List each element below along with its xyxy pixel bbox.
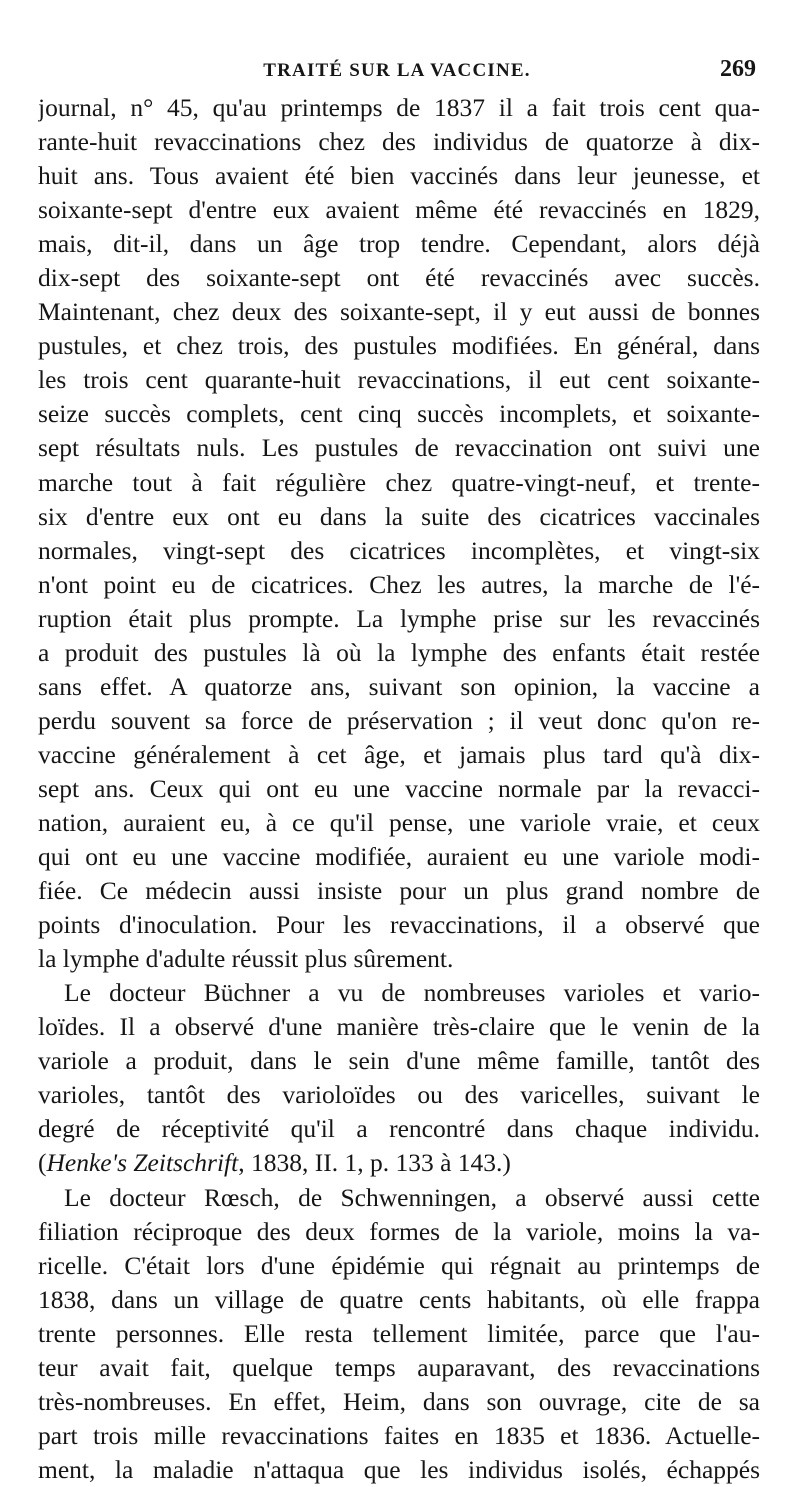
- text-line: la lymphe d'adulte réussit plus sûrement.: [38, 944, 454, 974]
- text-line: points d'inoculation. Pour les revaccinations, il a observé que: [38, 910, 760, 940]
- text-line: qui ont eu une vaccine modifiée, auraient eu une variole modi-: [38, 842, 760, 872]
- text-line: Le docteur Büchner a vu de nombreuses varioles et vario-: [64, 978, 760, 1008]
- text-line: six d'entre eux ont eu dans la suite des cicatrices vaccinales: [38, 501, 760, 531]
- citation-line: [38, 1146, 760, 1180]
- text-line: ment, la maladie n'attaqua que les individus isolés, échappés: [38, 1454, 760, 1484]
- text-line: perdu souvent sa force de préservation ; il veut donc qu'on re-: [38, 705, 760, 735]
- text-line: normales, vingt-sept des cicatrices incomplètes, et vingt-six: [38, 535, 760, 565]
- citation-journal: Henke's Zeitschrift: [46, 1148, 239, 1178]
- text-line: mais, dit-il, dans un âge trop tendre. Cependant, alors déjà: [38, 229, 760, 259]
- text-line: journal, n° 45, qu'au printemps de 1837 il a fait trois cent qua-: [38, 93, 760, 122]
- text-line: ruption était plus prompte. La lymphe prise sur les revaccinés: [38, 603, 760, 633]
- text-line: nation, auraient eu, à ce qu'il pense, une variole vraie, et ceux: [38, 807, 760, 837]
- text-line: pustules, et chez trois, des pustules modifiées. En général, dans: [38, 331, 760, 361]
- text-line: marche tout à fait régulière chez quatre-vingt-neuf, et trente-: [38, 467, 760, 497]
- text-line: Maintenant, chez deux des soixante-sept, il y eut aussi de bonnes: [38, 297, 760, 327]
- citation-rest: , 1838, II. 1, p. 133 à 143.): [238, 1148, 511, 1178]
- text-line: part trois mille revaccinations faites en 1835 et 1836. Actuelle-: [38, 1420, 760, 1450]
- text-line: teur avait fait, quelque temps auparavant, des revaccinations: [38, 1352, 760, 1382]
- text-line: trente personnes. Elle resta tellement limitée, parce que l'au-: [38, 1318, 760, 1348]
- running-head: [38, 52, 756, 82]
- text-line: soixante-sept d'entre eux avaient même été revaccinés en 1829,: [38, 195, 760, 225]
- text-line: les trois cent quarante-huit revaccinations, il eut cent soixante-: [38, 365, 760, 395]
- text-line: sept ans. Ceux qui ont eu une vaccine normale par la revacci-: [38, 773, 760, 803]
- text-line: filiation réciproque des deux formes de la variole, moins la va-: [38, 1216, 760, 1246]
- text-line: dix-sept des soixante-sept ont été revaccinés avec succès.: [38, 263, 760, 293]
- text-line: loïdes. Il a observé d'une manière très-claire que le venin de la: [38, 1012, 760, 1042]
- text-line: sept résultats nuls. Les pustules de revaccination ont suivi une: [38, 433, 760, 463]
- running-head-title: TRAITÉ SUR LA VACCINE.: [263, 60, 531, 81]
- body-text: [38, 91, 760, 1487]
- text-line: fiée. Ce médecin aussi insiste pour un plus grand nombre de: [38, 876, 760, 906]
- text-line: n'ont point eu de cicatrices. Chez les autres, la marche de l'é-: [38, 569, 760, 599]
- text-line: très-nombreuses. En effet, Heim, dans son ouvrage, cite de sa: [38, 1386, 760, 1416]
- citation-open: (: [38, 1148, 47, 1178]
- text-line: variole a produit, dans le sein d'une même famille, tantôt des: [38, 1046, 760, 1076]
- text-line: sans effet. A quatorze ans, suivant son opinion, la vaccine a: [38, 671, 760, 701]
- text-line: degré de réceptivité qu'il a rencontré dans chaque individu.: [38, 1114, 760, 1144]
- text-line: huit ans. Tous avaient été bien vaccinés dans leur jeunesse, et: [38, 161, 760, 191]
- text-line: ricelle. C'était lors d'une épidémie qui régnait au printemps de: [38, 1250, 760, 1280]
- text-line: Le docteur Rœsch, de Schwenningen, a observé aussi cette: [64, 1182, 760, 1212]
- text-line: a produit des pustules là où la lymphe des enfants était restée: [38, 637, 760, 667]
- page-number: 269: [720, 56, 756, 82]
- text-line: 1838, dans un village de quatre cents habitants, où elle frappa: [38, 1284, 760, 1314]
- text-line: rante-huit revaccinations chez des individus de quatorze à dix-: [38, 127, 760, 157]
- text-line: seize succès complets, cent cinq succès incomplets, et soixante-: [38, 399, 760, 429]
- text-line: vaccine généralement à cet âge, et jamais plus tard qu'à dix-: [38, 739, 760, 769]
- text-line: varioles, tantôt des varioloïdes ou des varicelles, suivant le: [38, 1080, 760, 1110]
